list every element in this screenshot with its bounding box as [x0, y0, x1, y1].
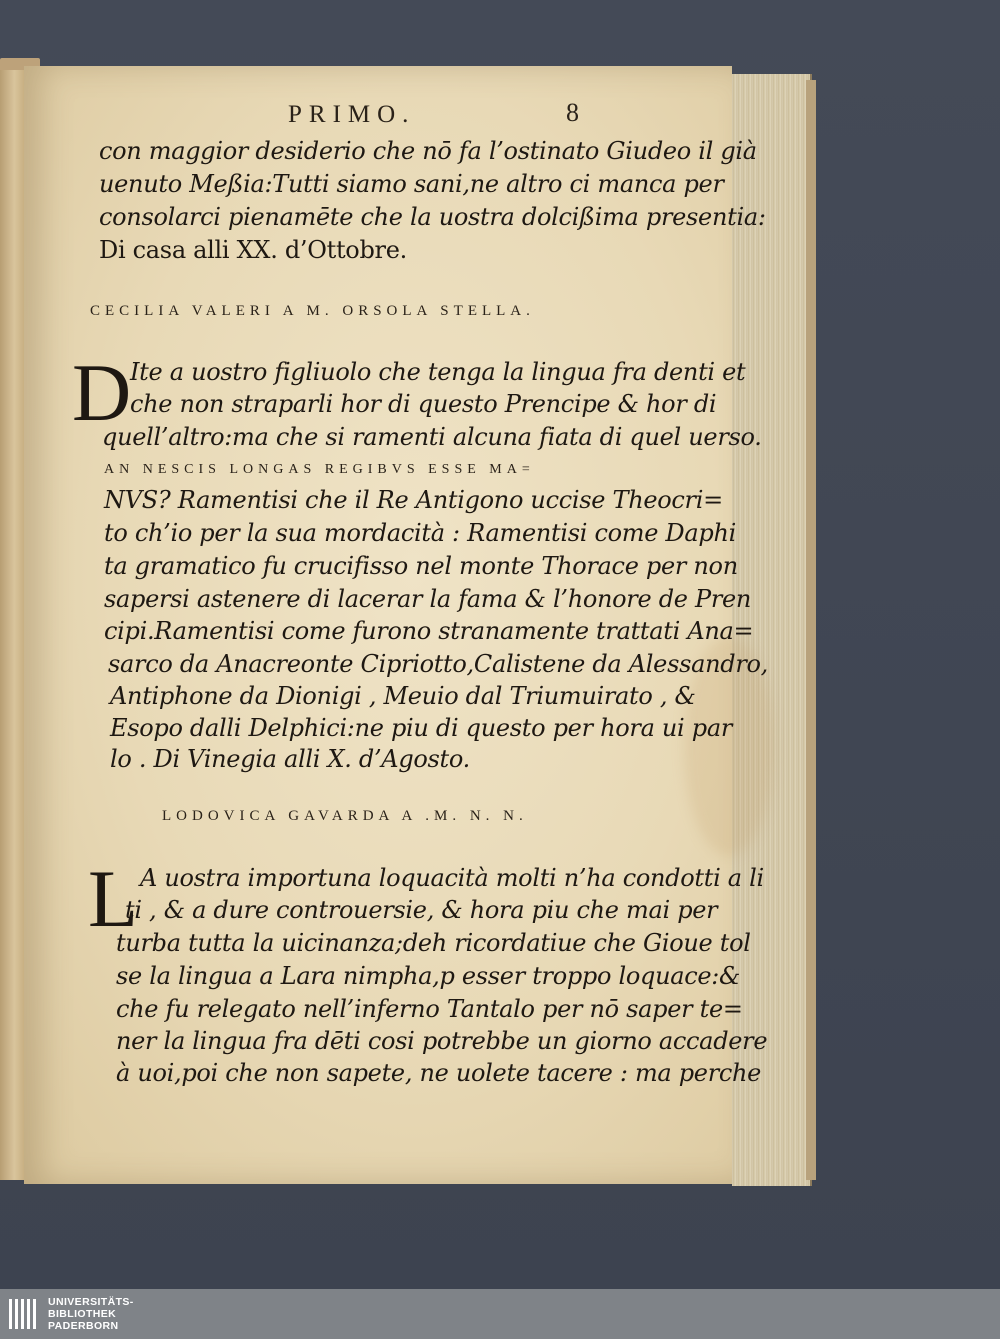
text-line: Esopo dalli Delphici:ne piu di questo per hora ui par: [110, 714, 733, 742]
library-logo-icon: [8, 1297, 40, 1331]
text-line: quell’altro:ma che si ramenti alcuna fiata di quel uerso.: [102, 423, 762, 451]
text-line: NVS? Ramentisi che il Re Antigono uccise Theocri=: [104, 486, 723, 514]
text-line: uenuto Meßia:Tutti siamo sani,ne altro ci manca per: [99, 170, 724, 198]
library-footer: [0, 1289, 1000, 1339]
text-line: sarco da Anacreonte Cipriotto,Calistene da Alessandro,: [108, 650, 768, 678]
page-number: 8: [566, 98, 579, 127]
text-line: consolarci pienamēte che la uostra dolcißima presentia:: [99, 203, 766, 231]
text-line: che non straparli hor di questo Prencipe & hor di: [130, 390, 717, 418]
letter-heading: LODOVICA GAVARDA A .M. N. N.: [162, 808, 528, 824]
text-line: ta gramatico fu crucifisso nel monte Thorace per non: [104, 552, 738, 580]
text-line: se la lingua a Lara nimpha,p esser troppo loquace:&: [116, 962, 741, 990]
text-line: con maggior desiderio che nō fa l’ostinato Giudeo il già: [99, 137, 757, 165]
text-line: turba tutta la uicinanza;deh ricordatiue che Gioue tol: [116, 929, 751, 957]
text-line: Antiphone da Dionigi , Meuio dal Triumuirato , &: [110, 682, 696, 710]
logo-line: UNIVERSITÄTS-: [48, 1296, 134, 1308]
logo-line: PADERBORN: [48, 1320, 119, 1332]
library-logo-text: [48, 1296, 134, 1332]
drop-capital: L: [88, 853, 139, 944]
drop-capital: D: [72, 347, 132, 438]
logo-line: BIBLIOTHEK: [48, 1308, 117, 1320]
text-line: Ite a uostro figliuolo che tenga la lingua fra denti et: [130, 358, 746, 386]
text-line: che fu relegato nell’inferno Tantalo per nō saper te=: [116, 995, 743, 1023]
text-line: ti , & a dure controuersie, & hora piu che mai per: [125, 896, 718, 924]
text-line: ner la lingua fra dēti cosi potrebbe un giorno accadere: [116, 1027, 768, 1055]
running-head: PRIMO.: [288, 101, 416, 128]
dateline: lo . Di Vinegia alli X. d’Agosto.: [110, 745, 470, 773]
latin-quotation: AN NESCIS LONGAS REGIBVS ESSE MA=: [104, 462, 535, 477]
text-line: A uostra importuna loquacità molti n’ha condotti a li: [140, 864, 764, 892]
text-line: cipi.Ramentisi come furono stranamente trattati Ana=: [104, 617, 754, 645]
dateline: Di casa alli XX. d’Ottobre.: [99, 236, 407, 264]
text-line: sapersi astenere di lacerar la fama & l’honore de Pren: [104, 585, 752, 613]
text-line: à uoi,poi che non sapete, ne uolete tacere : ma perche: [116, 1059, 762, 1087]
letter-heading: CECILIA VALERI A M. ORSOLA STELLA.: [90, 303, 535, 319]
text-line: to ch’io per la sua mordacità : Ramentisi come Daphi: [104, 519, 736, 547]
